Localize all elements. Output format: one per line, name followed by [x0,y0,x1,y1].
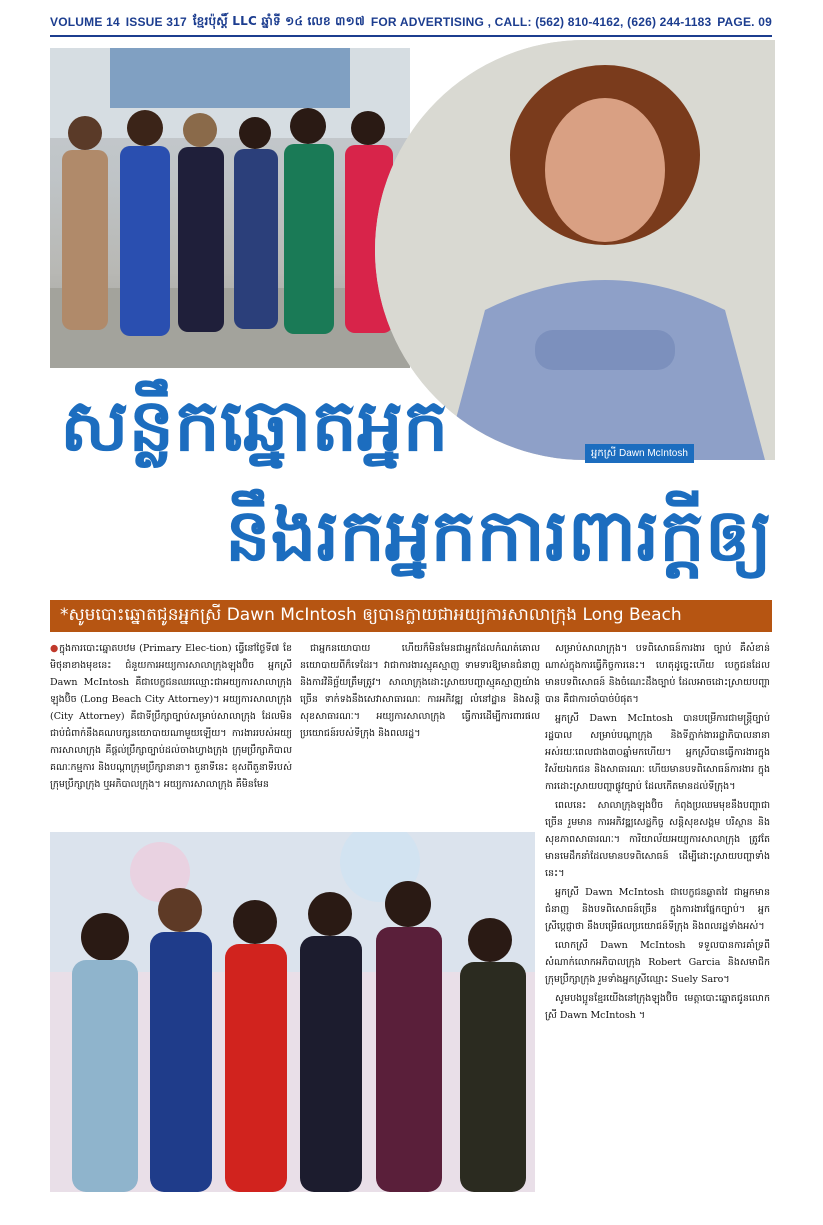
group-photo-top-illustration [50,48,410,368]
article-column-3 [545,640,770,1180]
advertising-contact: FOR ADVERTISING , CALL: (562) 810-4162, (626) 244-1183 [370,15,712,29]
page-header [50,10,772,34]
headline-line-1: សន្លឹកឆ្នោតអ្នក [60,383,449,467]
article-paragraph: អ្នកស្រី Dawn McIntosh បានបម្រើការជាមន្ត្រីច្បាប់រដ្ឋបាល សម្រាប់បណ្តាក្រុង និងទីភ្នាក់ងាររដ្ឋាភិបាលនានា អស់រយៈពេលជាង៣០ឆ្នាំមកហើយ។ អ្នកស្រីបានធ្វើការងារក្នុងវិស័យឯកជន និងសាធារណៈ ហើយមានបទពិសោធន៍ការងារ ក្នុងការដោះស្រាយបញ្ហាផ្លូវច្បាប់ ដែលកើតមានដល់ទីក្រុង។ [545,713,770,792]
issue-label: ISSUE 317 [125,15,187,29]
group-photo-bottom [50,832,535,1192]
bullet-icon: ● [50,643,59,654]
article-text: ក្នុងការបោះឆ្នោតបឋម (Primary Elec-tion) ធ្វើនៅថ្ងៃទី៧ ខែមិថុនាខាងមុខនេះ ជំនួយការអយ្យការសាលាក្រុងឡុងប៊ិច អ្នកស្រី Dawn McIntosh គឺជាបេក្ខជនឈរឈ្មោះជាអយ្យការសាលាក្រុងឡុងប៊ិច (Long Beach City Attorney)។ អយ្យការសាលាក្រុង (City Attorney) គឺជាទីប្រឹក្សាច្បាប់សម្រាប់សាលាក្រុង ដែលមិនជាប់ជំពាក់នឹងគណបក្សនយោបាយណាមួយឡើយ។ ការងាររបស់អយ្យការសាលាក្រុង គឺផ្តល់ប្រឹក្សាច្បាប់ដល់ចាងហ្វាងក្រុង ក្រុមប្រឹក្សាភិបាល គណៈកម្មការ និងបណ្តាក្រុមប្រឹក្សានានា។ តួនាទីនេះ ខុសពីតួនាទីរបស់ក្រុមប្រឹក្សាក្រុង ឬអភិបាលក្រុង។ អយ្យការសាលាក្រុង គឺមិនមែន [50,643,292,790]
article-column-2 [300,640,540,825]
header-divider [50,35,772,37]
subheadline-text: *សូមបោះឆ្នោតជូនអ្នកស្រី Dawn McIntosh ឲ្យបានក្លាយជាអយ្យការសាលាក្រុង Long Beach [60,604,682,625]
headline-line-2: នឹងរកអ្នកការពារក្តីឲ្យ [225,493,773,577]
group-photo-top [50,48,410,368]
page-number: PAGE. 09 [717,15,772,29]
portrait-caption: អ្នកស្រី Dawn McIntosh [585,444,694,463]
article-paragraph: អ្នកស្រី Dawn McIntosh ជាបេក្ខជនឆ្លាតវៃ ជាអ្នកមានជំនាញ និងបទពិសោធន៍ច្រើន ក្នុងការងារផ្នែកច្បាប់។ អ្នកស្រីប្តេជ្ញាថា នឹងបម្រើផលប្រយោជន៍ទីក្រុង និងពលរដ្ឋទាំងអស់។ [545,887,770,932]
subheadline-banner [50,600,772,632]
article-paragraph [50,640,292,793]
volume-label: VOLUME 14 [50,15,120,29]
article-paragraph: ជាអ្នកនយោបាយ ហើយក៏មិនមែនជាអ្នកដែលកំណត់គោលនយោបាយពីក៏ទេដែរ។ វាជាការងារស្មុគស្មាញ ទាមទារឱ្យមានជំនាញ និងការវិនិច្ឆ័យត្រឹមត្រូវ។ សាលាក្រុងដោះស្រាយបញ្ហាស្មុគស្មាញយ៉ាងច្រើន ទាក់ទងនឹងសេវាសាធារណៈ ការអភិវឌ្ឍ លំនៅដ្ឋាន និងសន្តិសុខសាធារណៈ។ អយ្យការសាលាក្រុង ធ្វើការដើម្បីការពារផលប្រយោជន៍របស់ទីក្រុង និងពលរដ្ឋ។ [300,643,540,739]
article-paragraph: ពេលនេះ សាលាក្រុងឡុងប៊ិច កំពុងប្រឈមមុខនឹងបញ្ហាជាច្រើន រួមមាន ការអភិវឌ្ឍសេដ្ឋកិច្ច សន្តិសុខសង្គម បរិស្ថាន និងសុខភាពសាធារណៈ។ ការិយាល័យអយ្យការសាលាក្រុង ត្រូវតែមានមេដឹកនាំដែលមានបទពិសោធន៍ ដើម្បីដោះស្រាយបញ្ហាទាំងនេះ។ [545,800,770,879]
article-paragraph: សូមបងប្អូនខ្មែរយើងនៅក្រុងឡុងប៊ិច មេត្តាបោះឆ្នោតជូនលោកស្រី Dawn McIntosh ។ [545,993,770,1021]
article-paragraph: សម្រាប់សាលាក្រុង។ បទពិសោធន៍ការងារ ច្បាប់ គឺសំខាន់ណាស់ក្នុងការធ្វើកិច្ចការនេះ។ ហេតុដូច្នេះហើយ បេក្ខជនដែលមានបទពិសោធន៍ និងចំណេះដឹងច្បាប់ ដែលអាចដោះស្រាយបញ្ហាបាន គឺជាការចាំបាច់បំផុត។ [545,643,770,705]
group-photo-bottom-illustration [50,832,535,1192]
publication-brand: ខ្មែរប៉ុស្តិ៍ LLC ឆ្នាំទី ១៤ លេខ ៣១៧ [192,14,365,28]
article-column-1 [50,640,292,825]
article-paragraph: លោកស្រី Dawn McIntosh ទទួលបានការគាំទ្រពីសំណាក់លោកអភិបាលក្រុង Robert Garcia និងសមាជិកក្រុមប្រឹក្សាក្រុង រួមទាំងអ្នកស្រីឈ្មោះ Suely Saro។ [545,940,770,985]
